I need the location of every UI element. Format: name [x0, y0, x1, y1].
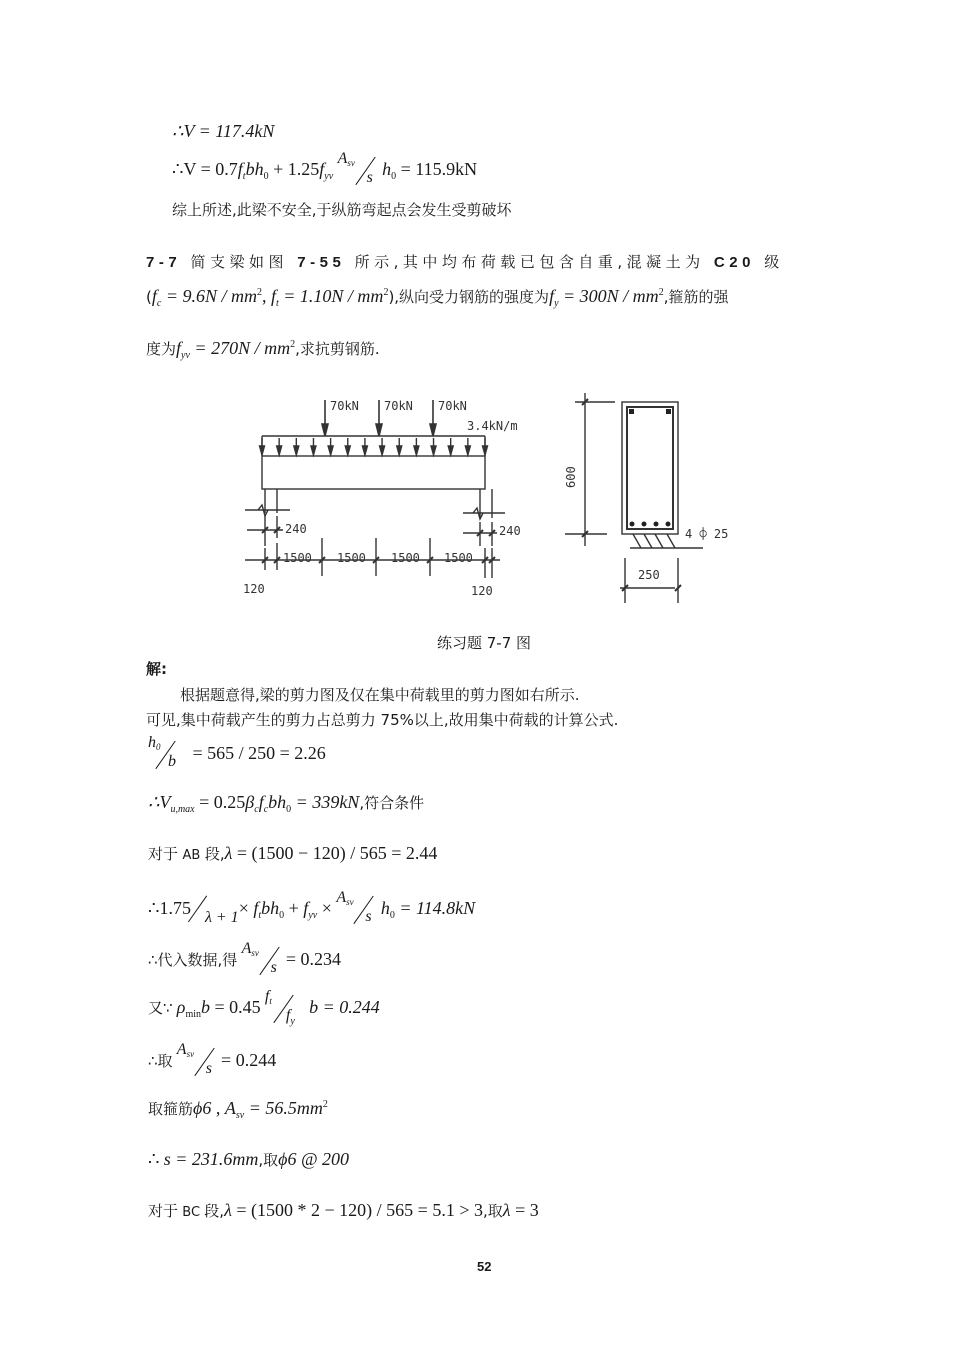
rebar-label: 4 ⌽ 25 — [685, 527, 729, 541]
point-load-1: 70kN — [330, 399, 359, 413]
support-width-right: 240 — [499, 524, 521, 538]
page-number: 52 — [477, 1259, 492, 1274]
eq-shear-capacity: ∴1.75 $\lambda + 1\times f_tbh_0 + f_{yv}$ × $A_{sv}$ s $h_0 = 114.8kN$ — [148, 889, 476, 927]
fraction-asv-s: $A_{sv}$ s — [338, 156, 378, 186]
fraction-asv-s: $A_{sv}$ s — [177, 1047, 217, 1077]
beam-figure — [235, 388, 735, 608]
problem-line-3: 度为$f_{yv} = 270N / mm^2$,求抗剪钢筋. — [146, 338, 380, 361]
eq-stirrup: 取箍筋ϕ6 , $A_{sv} = 56.5mm^2$ — [148, 1098, 328, 1121]
udl-arrowhead — [345, 446, 350, 455]
section-width: 250 — [638, 568, 660, 582]
udl-arrowhead — [465, 446, 470, 455]
point-load-3: 70kN — [438, 399, 467, 413]
edge-right: 120 — [471, 584, 493, 598]
eq-asv-s-2: ∴取 $A_{sv}$ s = 0.244 — [148, 1041, 277, 1077]
udl-arrowhead — [277, 446, 282, 455]
eq-lambda-bc: 对于 BC 段,λ = (1500 * 2 − 120) / 565 = 5.1 > 3,取λ = 3 — [148, 1200, 539, 1220]
beam-body — [262, 456, 485, 489]
solution-para-1: 根据题意得,梁的剪力图及仅在集中荷载里的剪力图如右所示. — [180, 686, 580, 704]
prev-conclusion: 综上所述,此梁不安全,于纵筋弯起点会发生受剪破坏 — [172, 201, 512, 219]
prev-eq-v-formula: ∴V = $0.7f_tbh_0 + 1.25f_{yv}$ $A_{sv}$ s $h_0 = 115.9kN$ — [172, 150, 478, 186]
edge-left: 120 — [243, 582, 265, 596]
span-3: 1500 — [391, 551, 420, 565]
udl-arrowhead — [328, 446, 333, 455]
udl-arrowhead — [483, 446, 488, 455]
solution-heading: 解: — [146, 660, 167, 678]
udl-arrowhead — [294, 446, 299, 455]
eq-lambda-ab: 对于 AB 段,λ = (1500 − 120) / 565 = 2.44 — [148, 843, 438, 863]
section-height: 600 — [564, 466, 578, 488]
prev-eq-v — [172, 121, 274, 142]
udl-arrowhead — [414, 446, 419, 455]
fraction-asv-sub: sv — [251, 948, 259, 958]
fraction-asv-sub: sv — [346, 897, 354, 907]
span-2: 1500 — [337, 551, 366, 565]
solution-para-2: 可见,集中荷载产生的剪力占总剪力 75%以上,故用集中荷载的计算公式. — [146, 711, 619, 729]
span-1: 1500 — [283, 551, 312, 565]
point-load-2: 70kN — [384, 399, 413, 413]
eq-h0-b: $h_0$ b = 565 / 250 = 2.26 — [148, 734, 326, 770]
eq-spacing: ∴ s = 231.6mm,取ϕ6 @ 200 — [148, 1149, 350, 1169]
fraction-asv-s: $A_{sv}$ s — [336, 895, 376, 925]
fraction-asv-sub: sv — [186, 1049, 195, 1059]
fraction-asv-sub: sv — [347, 158, 355, 168]
span-4: 1500 — [444, 551, 473, 565]
udl-arrowhead — [431, 446, 436, 455]
support-width-left: 240 — [285, 522, 307, 536]
eq-rho-min: 又∵ $\rho_{min}b = 0.45$ $f_t$ $f_y$ b = 0.244 — [148, 988, 380, 1027]
udl-arrowhead — [362, 446, 367, 455]
problem-line-1: 7-7 简支梁如图 7-55 所示,其中均布荷载已包含自重,混凝土为 C20 级 — [146, 253, 784, 271]
prev-eq-v-text: ∴V = 117.4kN — [172, 121, 275, 141]
section-outline — [622, 402, 678, 534]
fraction-asv-s: $A_{sv}$ s — [242, 946, 282, 976]
problem-line-2: ($f_c = 9.6N / mm^2$, $f_t = 1.10N / mm^2$),纵向受力钢筋的强度为$f_y = 300N / mm^2$,箍筋的强 — [146, 286, 729, 309]
udl-arrowhead — [260, 446, 265, 455]
fraction-ft-fy: $f_t$ $f_y$ — [264, 988, 295, 1027]
fraction-h0-b: $h_0$ b — [148, 734, 176, 770]
distributed-load-label: 3.4kN/m — [467, 419, 518, 433]
eq-vu-max: $\therefore V_{u,max} = 0.25\beta_cf_cbh_0 = 339kN$,符合条件 — [148, 792, 425, 815]
figure-caption: 练习题 7-7 图 — [437, 634, 532, 652]
udl-arrowhead — [380, 446, 385, 455]
udl-arrowhead — [397, 446, 402, 455]
eq-asv-s-1: ∴代入数据,得 $A_{sv}$ s = 0.234 — [148, 940, 341, 976]
udl-arrowhead — [448, 446, 453, 455]
udl-arrowhead — [311, 446, 316, 455]
